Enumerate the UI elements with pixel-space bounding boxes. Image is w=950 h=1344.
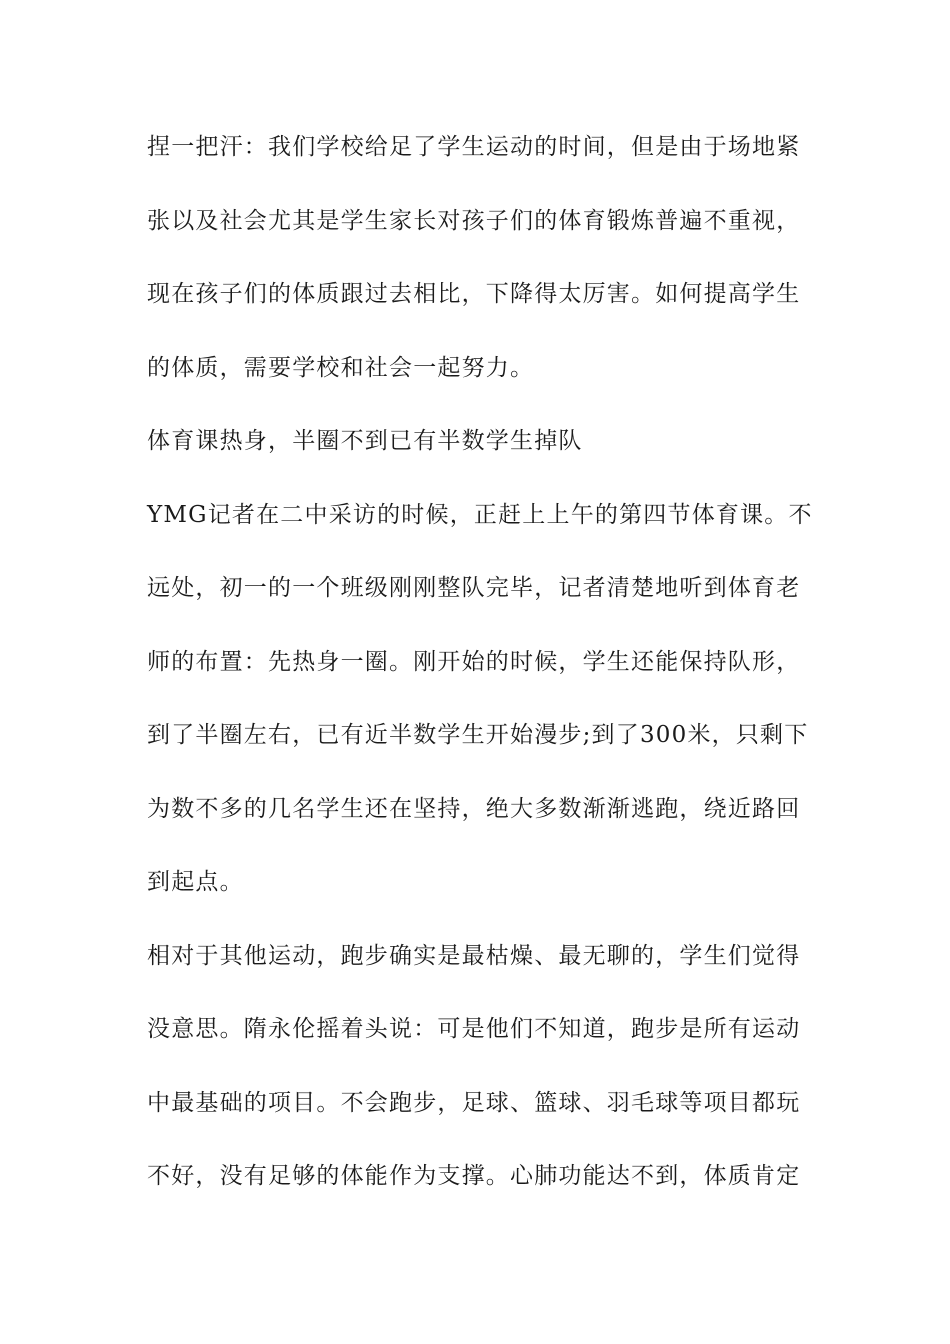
document-body xyxy=(147,132,813,1235)
paragraph-line: 不好，没有足够的体能作为支撑。心肺功能达不到，体质肯定 xyxy=(147,1163,801,1189)
paragraph-line: 到起点。 xyxy=(147,869,244,895)
paragraph-line: 相对于其他运动，跑步确实是最枯燥、最无聊的，学生们觉得 xyxy=(147,942,801,969)
paragraph-line: 捏一把汗：我们学校给足了学生运动的时间，但是由于场地紧 xyxy=(147,134,801,160)
paragraph-line: 到了半圈左右，已有近半数学生开始漫步;到了300米，只剩下 xyxy=(147,722,809,748)
paragraph-line: 远处，初一的一个班级刚刚整队完毕，记者清楚地听到体育老 xyxy=(147,575,801,601)
paragraph-line: 的体质，需要学校和社会一起努力。 xyxy=(147,354,535,381)
paragraph-line: YMG记者在二中采访的时候，正赶上上午的第四节体育课。不 xyxy=(147,501,813,528)
paragraph-line: 没意思。隋永伦摇着头说：可是他们不知道，跑步是所有运动 xyxy=(147,1016,801,1042)
paragraph-line: 中最基础的项目。不会跑步，足球、篮球、羽毛球等项目都玩 xyxy=(147,1089,801,1116)
paragraph-line: 师的布置：先热身一圈。刚开始的时候，学生还能保持队形， xyxy=(147,648,801,675)
section-heading: 体育课热身，半圈不到已有半数学生掉队 xyxy=(147,428,583,454)
paragraph-line: 现在孩子们的体质跟过去相比，下降得太厉害。如何提高学生 xyxy=(147,281,801,307)
paragraph-line: 张以及社会尤其是学生家长对孩子们的体育锻炼普遍不重视， xyxy=(147,207,801,234)
paragraph-line: 为数不多的几名学生还在坚持，绝大多数渐渐逃跑，绕近路回 xyxy=(147,795,801,822)
